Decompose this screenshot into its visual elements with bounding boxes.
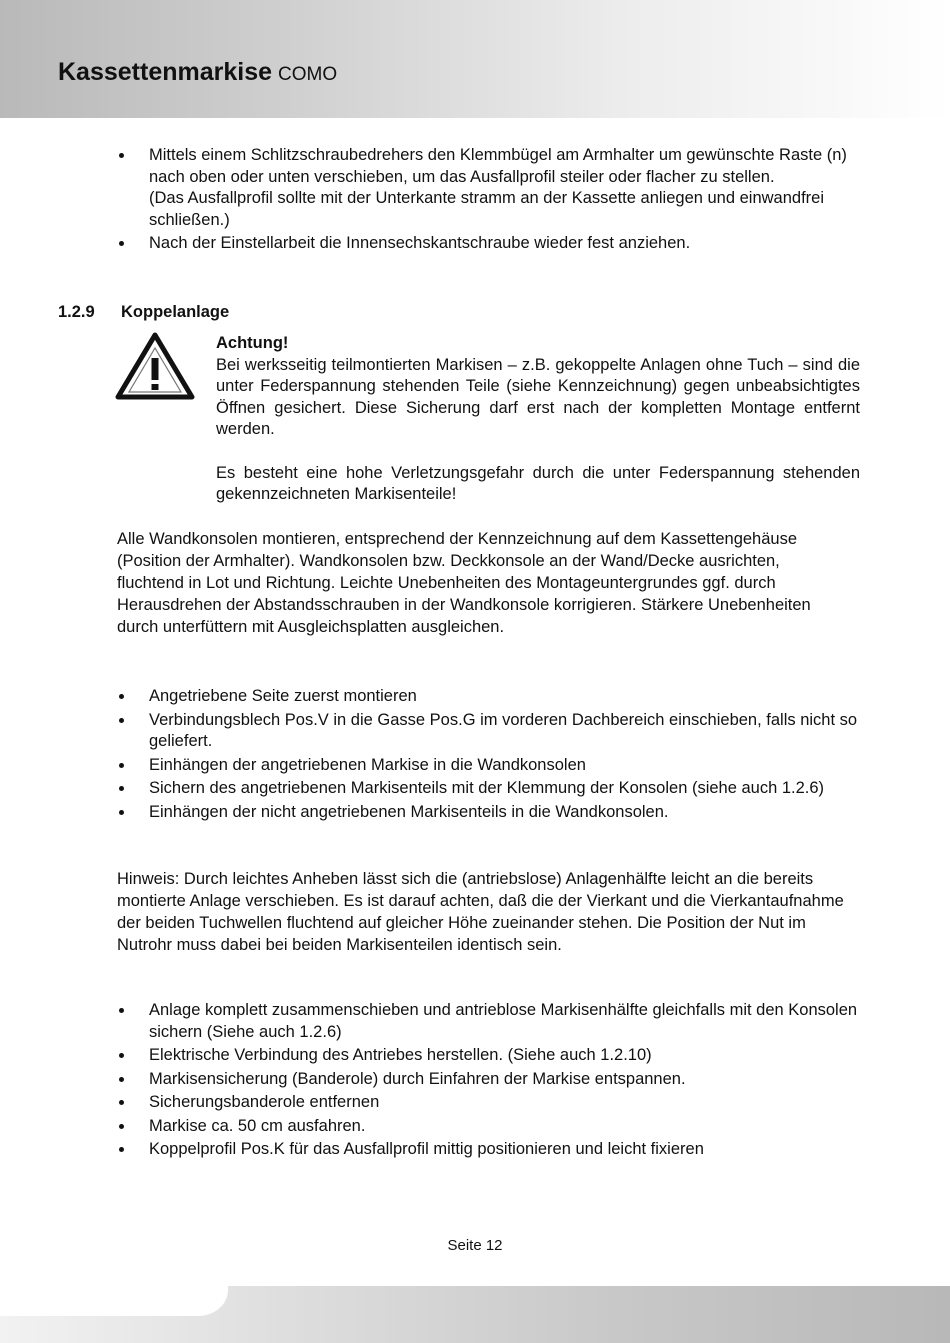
list-item [117, 233, 867, 255]
warning-danger-text: Es besteht eine hohe Verletzungsgefahr durch die unter Federspannung stehenden gekennzeichneten Markisenteile! [216, 463, 860, 503]
list-item-text: Nach der Einstellarbeit die Innensechskantschraube wieder fest anziehen. [149, 234, 691, 252]
list-item [117, 145, 867, 231]
warning-box [216, 333, 860, 506]
list-item: Einhängen der nicht angetriebenen Markisenteils in die Wandkonsolen. [117, 802, 867, 824]
warning-heading: Achtung! [216, 334, 289, 352]
title-model: COMO [278, 64, 338, 85]
list-item: Koppelprofil Pos.K für das Ausfallprofil mittig positionieren und leicht fixieren [117, 1139, 867, 1161]
title-main: Kassettenmarkise [58, 58, 273, 86]
document-title [58, 58, 337, 87]
list-item-text: Mittels einem Schlitzschraubedrehers den Klemmbügel am Armhalter um gewünschte Raste (n) nach oben oder unten verschieben, um das Ausfallprofil steiler oder flacher zu stellen. [149, 146, 847, 186]
section-title: Koppelanlage [121, 303, 230, 321]
list-item: Elektrische Verbindung des Antriebes herstellen. (Siehe auch 1.2.10) [117, 1045, 867, 1067]
list-item: Markise ca. 50 cm ausfahren. [117, 1116, 867, 1138]
adjustment-list [117, 145, 867, 257]
hint-paragraph: Hinweis: Durch leichtes Anheben lässt sich die (antriebslose) Anlagenhälfte leicht an die bereits montierte Anlage verschieben. Es ist darauf achten, daß die der Vierkant und die Vierkantaufnahme der beiden Tuchwellen fluchtend auf gleicher Höhe zueinander stehen. Die Position der Nut im Nutrohr muss dabei bei beiden Markisenteilen identisch sein. [117, 870, 844, 954]
page-number: Seite 12 [447, 1237, 503, 1254]
warning-text: Bei werksseitig teilmontierten Markisen – z.B. gekoppelte Anlagen ohne Tuch – sind die unter Federspannung stehenden Teile (siehe Kennzeichnung) gegen unbeabsichtigtes Öffnen gesichert. Diese Sicherung darf erst nach der kompletten Montage entfernt werden. [216, 355, 860, 438]
list-item: Sichern des angetriebenen Markisenteils mit der Klemmung der Konsolen (siehe auch 1.2.6) [117, 778, 867, 800]
warning-triangle-icon [115, 332, 195, 400]
list-item: Angetriebene Seite zuerst montieren [117, 686, 867, 708]
coupling-steps-list [117, 1000, 867, 1163]
list-item: Sicherungsbanderole entfernen [117, 1092, 867, 1114]
footer-notch [0, 1286, 228, 1316]
mounting-paragraph: Alle Wandkonsolen montieren, entsprechend der Kennzeichnung auf dem Kassettengehäuse (Position der Armhalter). Wandkonsolen bzw. Deckkonsole an der Wand/Decke ausrichten, fluchtend in Lot und Richtung. Leichte Unebenheiten des Montageuntergrundes ggf. durch Herausdrehen der Abstandsschrauben in der Wandkonsole korrigieren. Stärkere Unebenheiten durch unterfüttern mit Ausgleichsplatten ausgleichen. [117, 530, 811, 636]
list-item: Markisensicherung (Banderole) durch Einfahren der Markise entspannen. [117, 1069, 867, 1091]
list-item: Anlage komplett zusammenschieben und antrieblose Markisenhälfte gleichfalls mit den Konsolen sichern (Siehe auch 1.2.6) [117, 1000, 867, 1043]
list-item-note: (Das Ausfallprofil sollte mit der Unterkante stramm an der Kassette anliegen und einwandfrei schließen.) [149, 189, 825, 229]
list-item: Einhängen der angetriebenen Markise in die Wandkonsolen [117, 755, 867, 777]
section-number: 1.2.9 [58, 303, 95, 321]
mounting-steps-list [117, 686, 867, 825]
list-item: Verbindungsblech Pos.V in die Gasse Pos.G im vorderen Dachbereich einschieben, falls nicht so geliefert. [117, 710, 867, 753]
